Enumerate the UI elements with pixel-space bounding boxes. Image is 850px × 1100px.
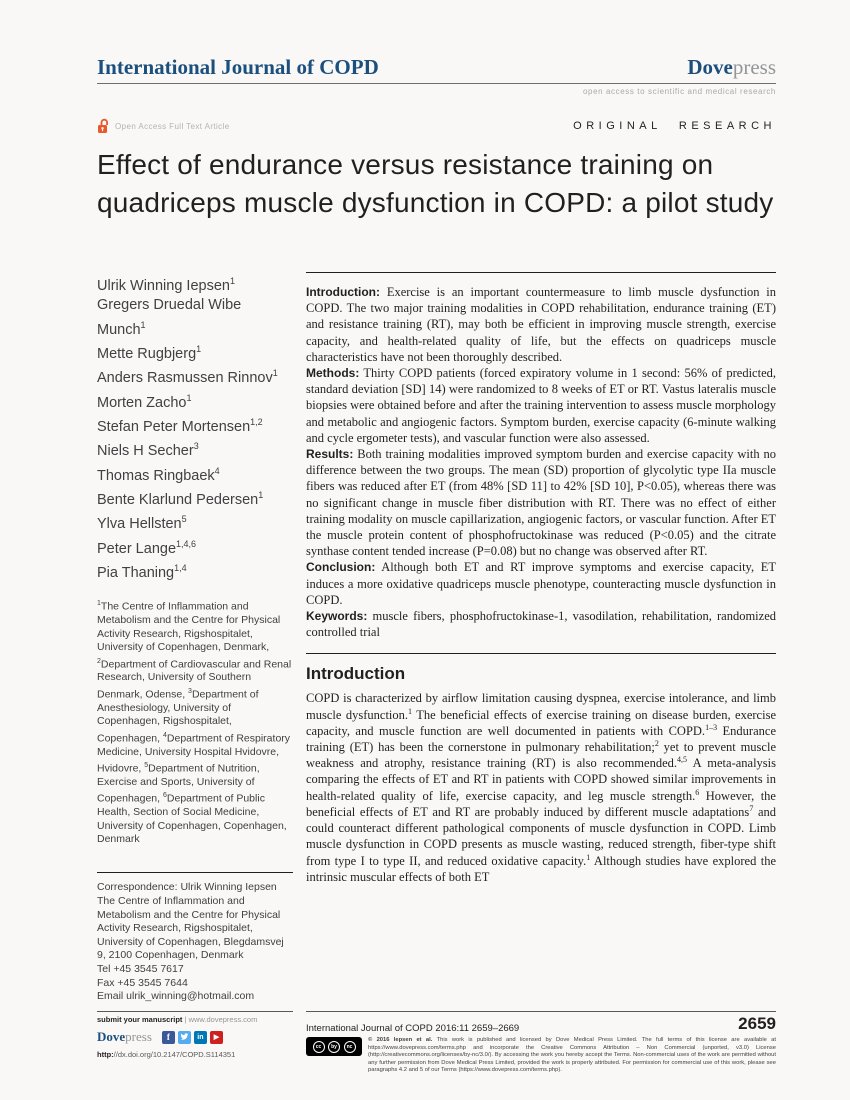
section-divider (306, 653, 776, 654)
correspondence-line: The Centre of Inflammation and Metabolism and the Centre for Physical Activity Research, Rigshospitalet, University of Copenhagen, Blegdamsvej 9, 2100 Copenhagen, Denmark (97, 894, 284, 962)
dovepress-logo: Dovepress (687, 55, 776, 79)
doi-link[interactable]: http://dx.doi.org/10.2147/COPD.S114351 (97, 1050, 236, 1060)
creative-commons-badge[interactable]: cc by nc (306, 1037, 362, 1056)
footer-right (306, 1011, 776, 1075)
abstract-section: Conclusion: Although both ET and RT improve symptoms and exercise capacity, ET induces a more oxidative quadriceps muscle phenotype, counteracting muscle dysfunction in COPD. (306, 560, 776, 607)
affiliations: $^1$The Centre of Inflammation and Metabolism and the Centre for Physical Activity Research, Rigshospitalet, University of Copenhagen, Denmark, $^2$Department of Cardiovascular and Renal Research, University of Southern Denmark, Odense, $^3$Department of Anesthesiology, University of Copenhagen, Rigshospitalet, Copenhagen, $^4$Department of Respiratory Medicine, University Hospital Hvidovre, Hvidovre, $^5$Department of Nutrition, Exercise and Sports, University of Copenhagen, $^6$Department of Public Health, Section of Social Medicine, University of Copenhagen, Copenhagen, Denmark (97, 600, 292, 845)
correspondence-line: Fax +45 3545 7644 (97, 976, 188, 989)
journal-name: International Journal of COPD (97, 55, 379, 79)
open-access-lock-icon (97, 118, 110, 134)
author-name: Gregers Druedal Wibe Munch$^1$ (97, 297, 242, 338)
author-name: Anders Rasmussen Rinnov$^1$ (97, 368, 278, 387)
abstract (306, 272, 776, 640)
abstract-section: Results: Both training modalities improved symptom burden and exercise capacity with no difference between the two groups. The mean (SD) proportion of glycolytic type IIa muscle fibers was reduced after ET (from 48% [SD 11] to 42% [SD 10], P<0.05), whereas there was no significant change in muscle fiber distribution with RT. There was no effect of either training modality on muscle capillarization, angiogenic factors, or vascular function. After ET the muscle protein content of phosphofructokinase was reduced (P<0.05) and the citrate synthase content tended increase (P=0.08) but no change was observed after RT. (306, 447, 776, 559)
facebook-icon[interactable]: f (162, 1031, 175, 1044)
footer-left (97, 1011, 293, 1059)
correspondence-block (97, 881, 293, 1003)
youtube-icon[interactable]: ▶ (210, 1031, 223, 1044)
author-name: Bente Klarlund Pedersen$^1$ (97, 490, 264, 508)
right-column (306, 272, 776, 1004)
open-access-link[interactable] (97, 118, 230, 134)
correspondence-divider (97, 872, 293, 873)
author-name: Stefan Peter Mortensen$^{1,2}$ (97, 417, 263, 435)
introduction-heading: Introduction (306, 664, 406, 684)
author-name: Mette Rugbjerg$^1$ (97, 344, 202, 362)
author-name: Peter Lange$^{1,4,6}$ (97, 538, 197, 557)
introduction-body: COPD is characterized by airflow limitation causing dyspnea, exercise intolerance, and limb muscle dysfunction.$^1$ The beneficial effects of exercise training on disease burden, exercise capacity, and muscle function are well documented in patients with COPD.$^{1-3}$ Endurance training (ET) has been the cornerstone in pulmonary rehabilitation;$^2$ yet to prevent muscle weakness and atrophy, resistance training (RT) is also recommended.$^{4,5}$ A meta-analysis comparing the effects of ET and RT in patients with COPD showed similar improvements in health-related quality of life, exercise capacity, and leg muscle strength.$^6$ However, the beneficial effects of ET and RT are probably induced by different muscle adaptations$^7$ and could counteract different pathological components of muscle dysfunction in COPD. Limb muscle dysfunction in COPD presents as muscle wasting, reduced strength, fiber-type shift from type I to type II, and reduced oxidative capacity.$^1$ Although studies have explored the intrinsic muscular effects of both ET (306, 691, 777, 884)
abstract-section: Methods: Thirty COPD patients (forced expiratory volume in 1 second: 56% of predicted, standard deviation [SD] 14) were randomized to 8 weeks of ET or RT. Vastus lateralis muscle biopsies were obtained before and after the training intervention to assess muscle morphology and metabolic and angiogenic factors. Symptom burden, exercise capacity (6-minute walking and cycle ergometer tests), and vascular function were also assessed. (306, 366, 777, 445)
journal-citation: International Journal of COPD 2016:11 2659–2669 (306, 1023, 520, 1035)
publisher-tagline: open access to scientific and medical research (582, 87, 776, 96)
correspondence-line: Tel +45 3545 7617 (97, 962, 184, 975)
author-name: Pia Thaning$^{1,4}$ (97, 563, 187, 581)
correspondence-line: Correspondence: Ulrik Winning Iepsen (97, 881, 277, 894)
author-list (97, 272, 293, 583)
correspondence-line: Email ulrik_winning@hotmail.com (97, 990, 255, 1003)
abstract-section: Introduction: Exercise is an important countermeasure to limb muscle dysfunction in COPD. The two major training modalities in COPD rehabilitation, endurance training (ET) and resistance training (RT), may both be efficient in improving muscle strength, exercise capacity, and health-related quality of life, but the effects on quadriceps muscle characteristics have not been thoroughly described. (306, 285, 776, 364)
masthead (97, 55, 776, 96)
author-name: Morten Zacho$^1$ (97, 392, 192, 411)
open-access-label: Open Access Full Text Article (115, 121, 230, 131)
page-number: 2659 (738, 1014, 776, 1034)
access-row (97, 118, 776, 134)
submit-manuscript-link[interactable]: submit your manuscript | www.dovepress.com (97, 1015, 258, 1025)
twitter-icon[interactable] (178, 1031, 191, 1044)
main-content (97, 272, 776, 1004)
page-footer (97, 1011, 776, 1075)
license-text: © 2016 Iepsen et al. This work is published and licensed by Dove Medical Press Limited. The full terms of this license are available at https://www.dovepress.com/terms.php and incorporate the Creative Commons Attribution – Non Commercial (unported, v3.0) License (http://creativecommons.org/licenses/by-nc/3.0/). By accessing the work you hereby accept the Terms. Non-commercial uses of the work are permitted without any further permission from Dove Medical Press Limited, provided the work is properly attributed. For permission for commercial use of this work, please see paragraphs 4.2 and 5 of our Terms (https://www.dovepress.com/terms.php). (368, 1037, 776, 1074)
dovepress-footer-logo: Dovepress (97, 1029, 152, 1045)
author-name: Niels H Secher$^3$ (97, 441, 199, 460)
social-icons (162, 1031, 223, 1044)
article-title: Effect of endurance versus resistance training on quadriceps muscle dysfunction in COPD: a pilot study (97, 149, 774, 218)
author-name: Thomas Ringbaek$^4$ (97, 465, 220, 484)
linkedin-icon[interactable]: in (194, 1031, 207, 1044)
abstract-section: Keywords: muscle fibers, phosphofructokinase-1, vasodilation, rehabilitation, randomized controlled trial (306, 609, 776, 640)
left-column (97, 272, 293, 1004)
article-type-label: ORIGINAL RESEARCH (573, 120, 776, 132)
author-name: Ylva Hellsten$^5$ (97, 514, 187, 533)
author-name: Ulrik Winning Iepsen$^1$ (97, 276, 235, 294)
